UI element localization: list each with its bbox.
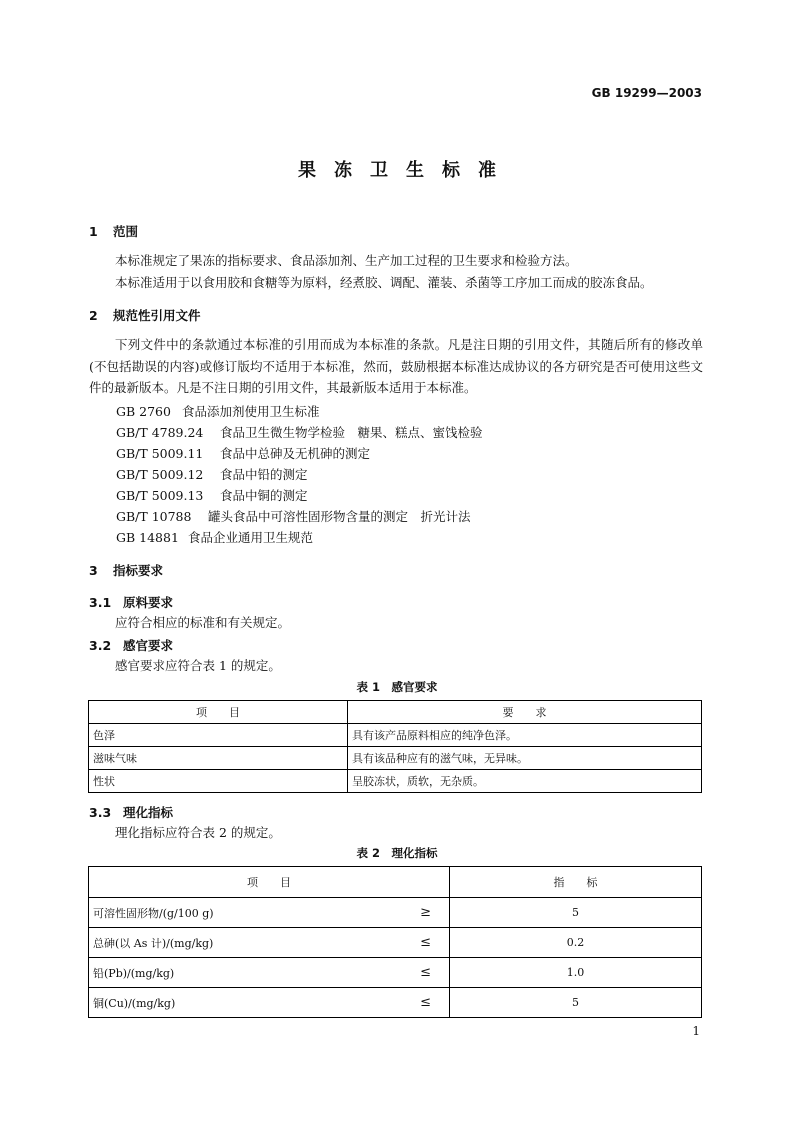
section-2-paragraph: 下列文件中的条款通过本标准的引用而成为本标准的条款。凡是注日期的引用文件，其随后所有的修改单(不包括勘误的内容)或修订版均不适用于本标准，然而，鼓励根据本标准达成协议的各方研究是否可使用这些文件的最新版本。凡是不注日期的引用文件，其最新版本适用于本标准。 xyxy=(89,337,703,395)
comparison-symbol: ≤ xyxy=(420,964,431,980)
section-1-paragraph-1: 本标准规定了果冻的指标要求、食品添加剂、生产加工过程的卫生要求和检验方法。 xyxy=(115,253,578,268)
table-row xyxy=(89,747,702,770)
item-label: 可溶性固形物/(g/100 g) xyxy=(93,906,214,920)
reference-title: 食品中铅的测定 xyxy=(220,467,308,482)
item-label: 铜(Cu)/(mg/kg) xyxy=(93,996,176,1010)
column-header: 项 目 xyxy=(89,867,450,898)
reference-code: GB/T 4789.24 xyxy=(116,425,204,440)
reference-title: 食品企业通用卫生规范 xyxy=(188,530,314,545)
section-3-3-paragraph: 理化指标应符合表 2 的规定。 xyxy=(115,825,281,840)
table-cell-value: 1.0 xyxy=(450,958,702,988)
reference-title: 罐头食品中可溶性固形物含量的测定 折光计法 xyxy=(208,509,471,524)
section-title: 指标要求 xyxy=(113,563,164,578)
section-number: 3.2 xyxy=(89,638,112,653)
physicochemical-indicators-table xyxy=(88,866,702,1018)
section-title: 感官要求 xyxy=(123,638,174,653)
comparison-symbol: ≥ xyxy=(420,904,431,920)
comparison-symbol: ≤ xyxy=(420,994,431,1010)
table-2-caption: 表 2 理化指标 xyxy=(356,846,438,860)
reference-item xyxy=(116,507,471,525)
table-cell: 性状 xyxy=(89,770,348,793)
section-title: 规范性引用文件 xyxy=(113,308,201,323)
reference-title: 食品中总砷及无机砷的测定 xyxy=(220,446,371,461)
reference-item xyxy=(116,528,313,546)
page-number: 1 xyxy=(692,1024,700,1038)
section-number: 2 xyxy=(89,308,98,323)
section-number: 1 xyxy=(89,224,98,239)
section-title: 范围 xyxy=(113,224,139,239)
section-number: 3.3 xyxy=(89,805,112,820)
reference-code: GB/T 5009.11 xyxy=(116,446,204,461)
table-cell xyxy=(89,988,450,1018)
section-3-2-heading xyxy=(89,636,173,654)
section-3-1-heading xyxy=(89,593,173,611)
standard-code: GB 19299—2003 xyxy=(591,86,702,100)
table-cell xyxy=(89,928,450,958)
section-3-2-paragraph: 感官要求应符合表 1 的规定。 xyxy=(115,658,281,673)
item-label: 总砷(以 As 计)/(mg/kg) xyxy=(93,936,214,950)
comparison-symbol: ≤ xyxy=(420,934,431,950)
sensory-requirements-table xyxy=(88,700,702,793)
table-cell: 具有该品种应有的滋气味，无异味。 xyxy=(348,747,702,770)
table-cell-value: 0.2 xyxy=(450,928,702,958)
section-3-3-heading xyxy=(89,803,173,821)
reference-title: 食品卫生微生物学检验 糖果、糕点、蜜饯检验 xyxy=(220,425,483,440)
table-cell-value: 5 xyxy=(450,988,702,1018)
table-header-row xyxy=(89,867,702,898)
section-title: 理化指标 xyxy=(123,805,174,820)
reference-item xyxy=(116,465,308,483)
table-cell xyxy=(89,898,450,928)
reference-item xyxy=(116,402,320,420)
reference-item xyxy=(116,444,370,462)
table-cell: 色泽 xyxy=(89,724,348,747)
reference-code: GB 2760 xyxy=(116,404,171,419)
section-number: 3 xyxy=(89,563,98,578)
reference-code: GB/T 10788 xyxy=(116,509,192,524)
column-header: 要 求 xyxy=(348,701,702,724)
document-title: 果冻卫生标准 xyxy=(298,160,514,181)
section-number: 3.1 xyxy=(89,595,112,610)
table-cell-value: 5 xyxy=(450,898,702,928)
column-header: 项 目 xyxy=(89,701,348,724)
section-1-paragraph-2: 本标准适用于以食用胶和食糖等为原料，经煮胶、调配、灌装、杀菌等工序加工而成的胶冻食品。 xyxy=(115,275,653,290)
reference-title: 食品添加剂使用卫生标准 xyxy=(182,404,320,419)
table-row xyxy=(89,770,702,793)
table-cell: 具有该产品原料相应的纯净色泽。 xyxy=(348,724,702,747)
section-title: 原料要求 xyxy=(123,595,174,610)
reference-item xyxy=(116,486,308,504)
section-1-heading xyxy=(89,222,138,240)
section-3-heading xyxy=(89,561,163,579)
reference-code: GB/T 5009.13 xyxy=(116,488,204,503)
table-header-row xyxy=(89,701,702,724)
table-row xyxy=(89,928,702,958)
section-3-1-paragraph: 应符合相应的标准和有关规定。 xyxy=(115,615,291,630)
table-cell: 滋味气味 xyxy=(89,747,348,770)
reference-title: 食品中铜的测定 xyxy=(220,488,308,503)
reference-code: GB 14881 xyxy=(116,530,179,545)
table-row xyxy=(89,898,702,928)
table-1-caption: 表 1 感官要求 xyxy=(356,680,438,694)
section-2-heading xyxy=(89,306,201,324)
column-header: 指 标 xyxy=(450,867,702,898)
reference-item xyxy=(116,423,483,441)
reference-code: GB/T 5009.12 xyxy=(116,467,204,482)
table-cell xyxy=(89,958,450,988)
table-row xyxy=(89,958,702,988)
table-cell: 呈胶冻状，质软，无杂质。 xyxy=(348,770,702,793)
table-row xyxy=(89,724,702,747)
table-row xyxy=(89,988,702,1018)
item-label: 铅(Pb)/(mg/kg) xyxy=(93,966,175,980)
